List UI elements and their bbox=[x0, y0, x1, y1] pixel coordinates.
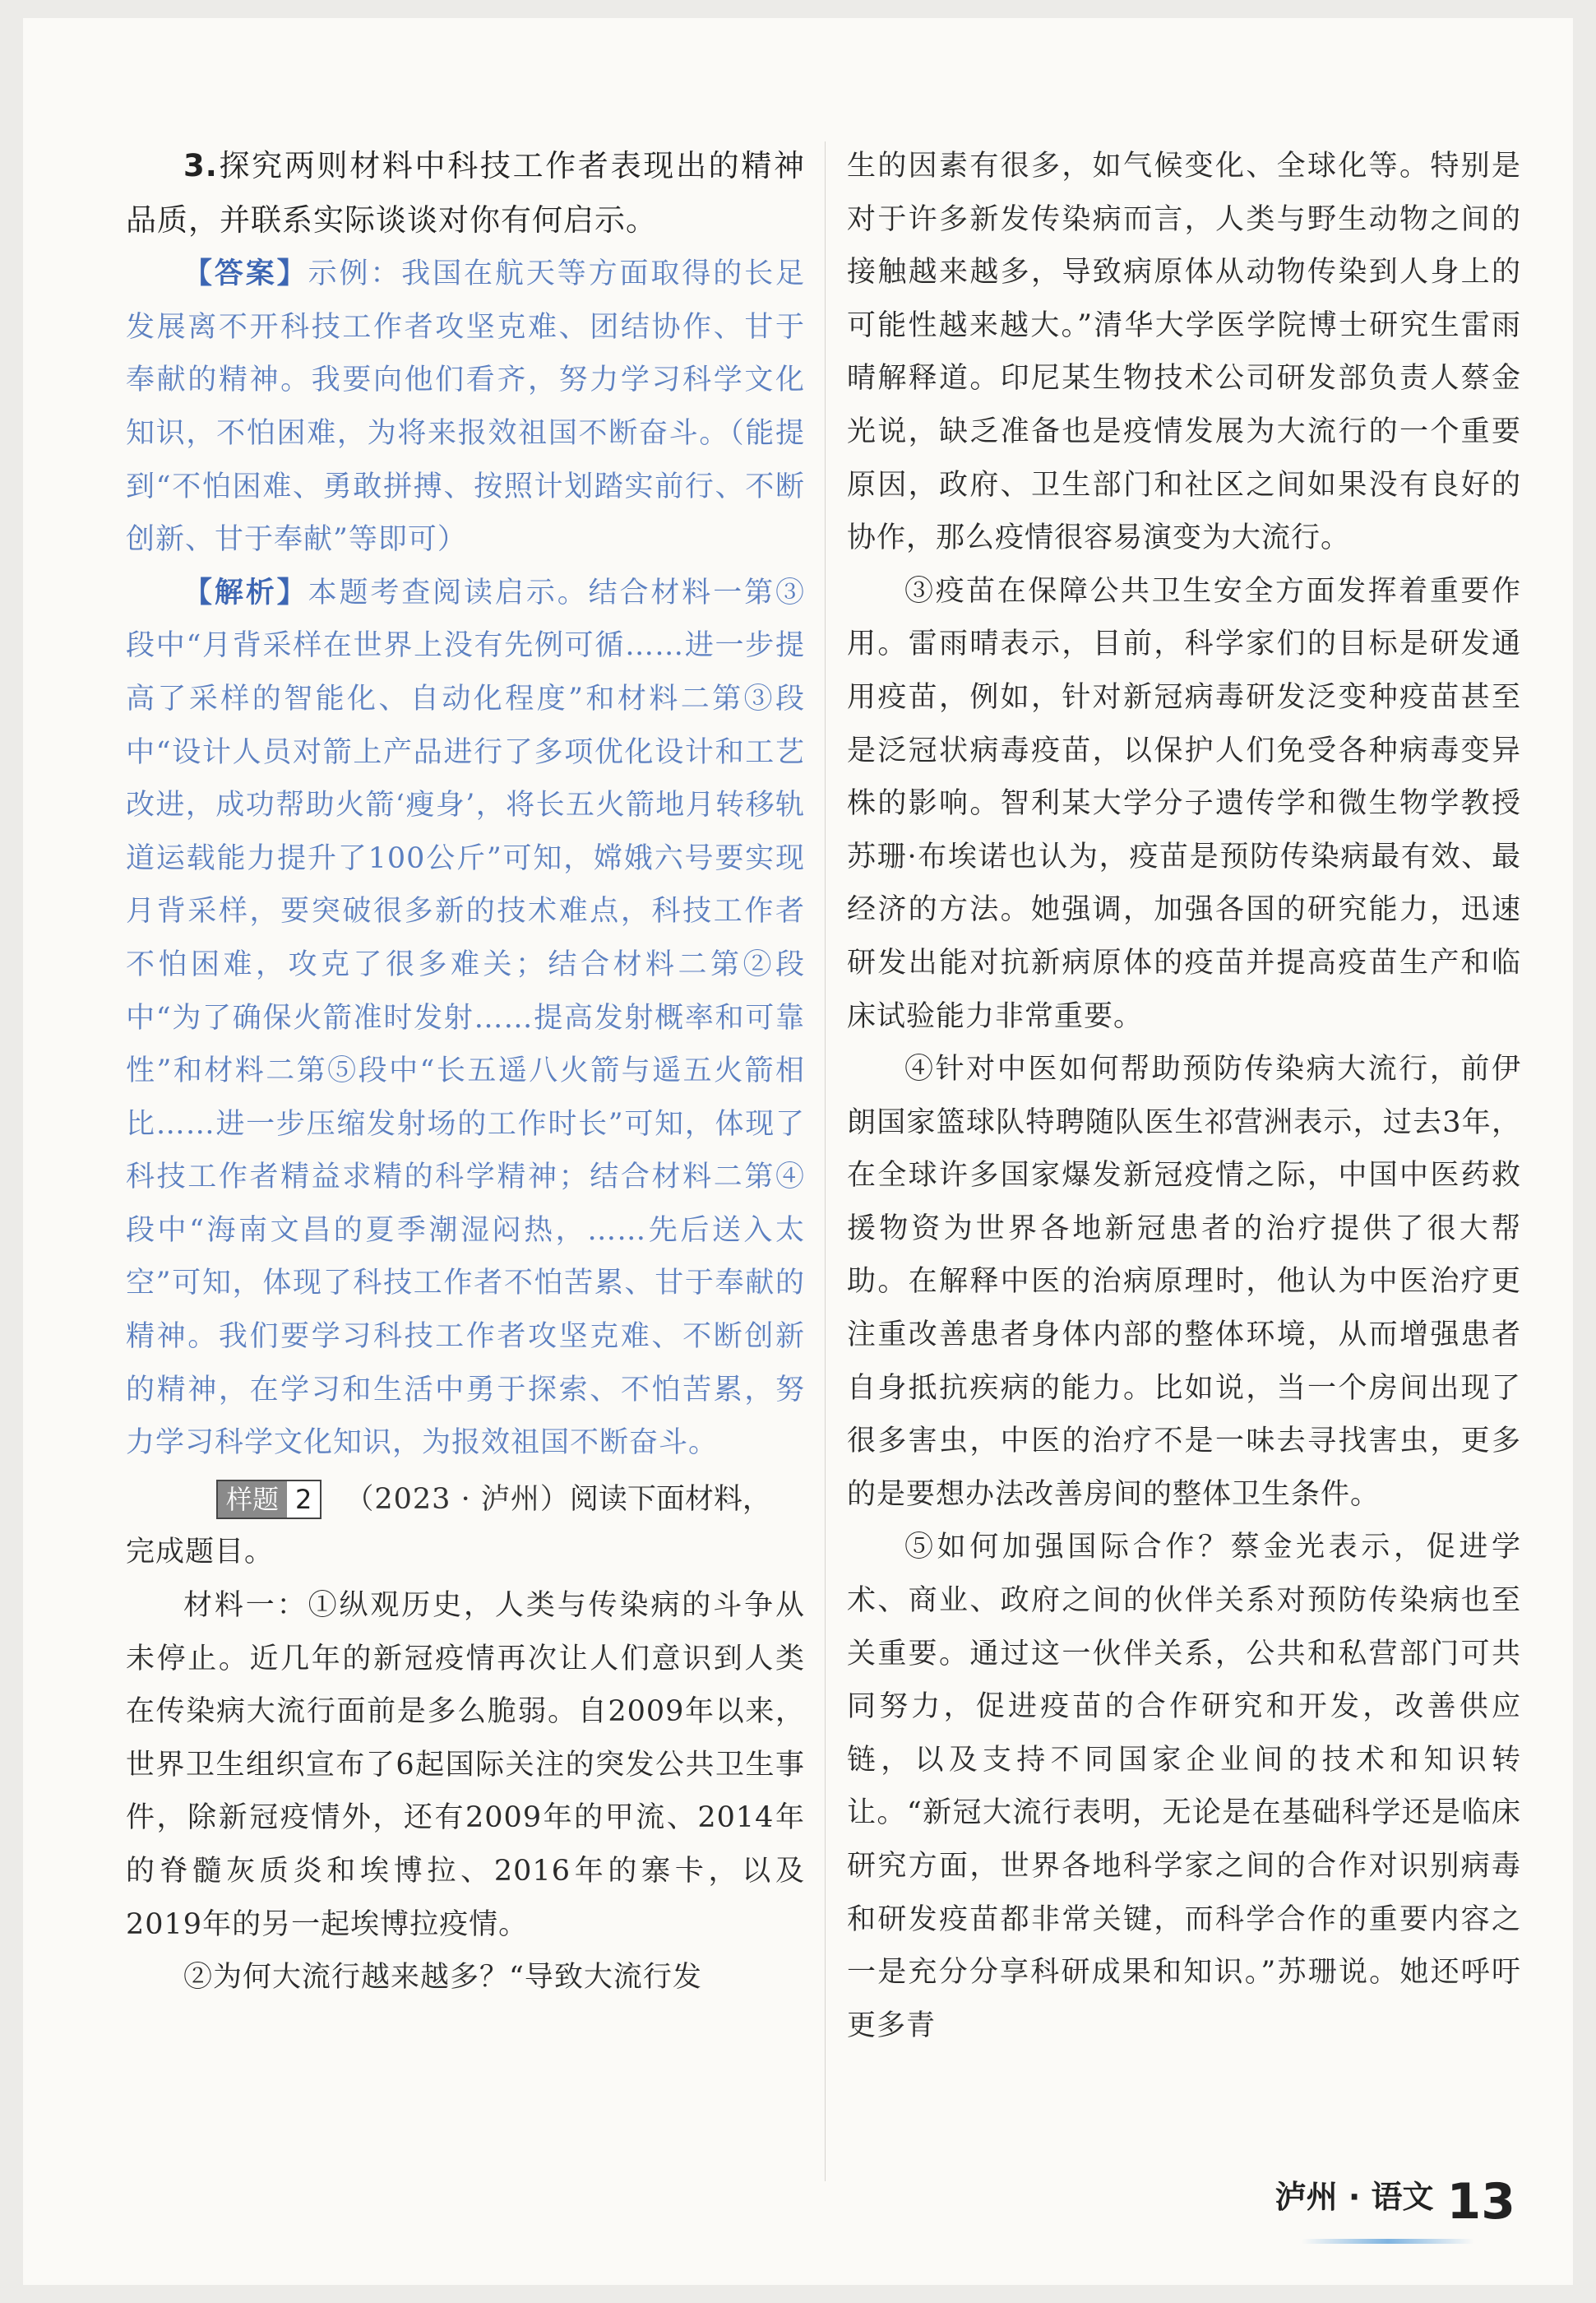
page-footer bbox=[1274, 2171, 1515, 2231]
analysis-block bbox=[126, 567, 805, 1470]
answer-text: 示例：我国在航天等方面取得的长足发展离不开科技工作者攻坚克难、团结协作、甘于奉献的精神。我要向他们看齐，努力学习科学文化知识，不怕困难，为将来报效祖国不断奋斗。（能提到“不怕困难、勇敢拼搏、按照计划踏实前行、不断创新、甘于奉献”等即可） bbox=[126, 257, 805, 557]
sample-badge bbox=[216, 1480, 322, 1519]
footer-rule bbox=[1302, 2239, 1474, 2244]
sample-badge-number: 2 bbox=[287, 1481, 320, 1518]
material1-p1-text: ①纵观历史，人类与传染病的斗争从未停止。近几年的新冠疫情再次让人们意识到人类在传染病大流行面前是多么脆弱。自2009年以来，世界卫生组织宣布了6起国际关注的突发公共卫生事件，除新冠疫情外，还有2009年的甲流、2014年的脊髓灰质炎和埃博拉、2016年的寨卡，以及2019年的另一起埃博拉疫情。 bbox=[126, 1589, 805, 1941]
answer-block bbox=[126, 248, 805, 567]
material1-p1 bbox=[126, 1579, 805, 1951]
material1-p3: ③疫苗在保障公共卫生安全方面发挥着重要作用。雷雨晴表示，目前，科学家们的目标是研发通用疫苗，例如，针对新冠病毒研发泛变种疫苗甚至是泛冠状病毒疫苗，以保护人们免受各种病毒变异株的影响。智利某大学分子遗传学和微生物学教授苏珊·布埃诺也认为，疫苗是预防传染病最有效、最经济的方法。她强调，加强各国的研究能力，迅速研发出能对抗新病原体的疫苗并提高疫苗生产和临床试验能力非常重要。 bbox=[847, 574, 1521, 1033]
sample-source: （2023 · 泸州） bbox=[345, 1482, 570, 1516]
material1-p2-start: ②为何大流行越来越多？“导致大流行发 bbox=[183, 1961, 702, 1995]
page bbox=[23, 18, 1573, 2285]
question-text: 探究两则材料中科技工作者表现出的精神品质，并联系实际谈谈对你有何启示。 bbox=[126, 148, 805, 238]
column-divider bbox=[825, 141, 826, 2181]
material1-p5: ⑤如何加强国际合作？蔡金光表示，促进学术、商业、政府之间的伙伴关系对预防传染病也至关重要。通过这一伙伴关系，公共和私营部门可共同努力，促进疫苗的合作研究和开发，改善供应链，以及支持不同国家企业间的技术和知识转让。“新冠大流行表明，无论是在基础科学还是临床研究方面，世界各地科学家之间的合作对识别病毒和研发疫苗都非常关键，而科学合作的重要内容之一是充分分享科研成果和知识。”苏珊说。她还呼吁更多青 bbox=[847, 1531, 1521, 2042]
question-3 bbox=[126, 140, 805, 248]
material1-p2-cont: 生的因素有很多，如气候变化、全球化等。特别是对于许多新发传染病而言，人类与野生动物之间的接触越来越多，导致病原体从动物传染到人身上的可能性越来越大。”清华大学医学院博士研究生雷雨晴解释道。印尼某生物技术公司研发部负责人蔡金光说，缺乏准备也是疫情发展为大流行的一个重要原因，政府、卫生部门和社区之间如果没有良好的协作，那么疫情很容易演变为大流行。 bbox=[847, 150, 1521, 555]
sample-instruction-cont: 完成题目。 bbox=[126, 1536, 275, 1569]
page-number: 13 bbox=[1446, 2173, 1515, 2231]
sample-badge-label: 样题 bbox=[218, 1481, 287, 1518]
footer-label: 泸州 · 语文 bbox=[1274, 2179, 1434, 2215]
sample-heading bbox=[126, 1473, 805, 1527]
sample-instruction: 阅读下面材料， bbox=[569, 1482, 771, 1516]
left-column bbox=[126, 140, 805, 2004]
analysis-text: 本题考查阅读启示。结合材料一第③段中“月背采样在世界上没有先例可循……进一步提高了采样的智能化、自动化程度”和材料二第③段中“设计人员对箭上产品进行了多项优化设计和工艺改进，成功帮助火箭‘瘦身’，将长五火箭地月转移轨道运载能力提升了100公斤”可知，嫦娥六号要实现月背采样，要突破很多新的技术难点，科技工作者不怕困难，攻克了很多难关；结合材料二第②段中“为了确保火箭准时发射……提高发射概率和可靠性”和材料二第⑤段中“长五遥八火箭与遥五火箭相比……进一步压缩发射场的工作时长”可知，体现了科技工作者精益求精的科学精神；结合材料二第④段中“海南文昌的夏季潮湿闷热，……先后送入太空”可知，体现了科技工作者不怕苦累、甘于奉献的精神。我们要学习科技工作者攻坚克难、不断创新的精神，在学习和生活中勇于探索、不怕苦累，努力学习科学文化知识，为报效祖国不断奋斗。 bbox=[126, 576, 805, 1460]
material1-label: 材料一： bbox=[183, 1589, 308, 1623]
right-column bbox=[847, 140, 1521, 2052]
answer-tag: 【答案】 bbox=[183, 257, 308, 291]
question-number: 3. bbox=[183, 148, 218, 183]
analysis-tag: 【解析】 bbox=[183, 576, 308, 609]
material1-p4: ④针对中医如何帮助预防传染病大流行，前伊朗国家篮球队特聘随队医生祁营洲表示，过去3年，在全球许多国家爆发新冠疫情之际，中国中医药救援物资为世界各地新冠患者的治疗提供了很大帮助。在解释中医的治病原理时，他认为中医治疗更注重改善患者身体内部的整体环境，从而增强患者自身抵抗疾病的能力。比如说，当一个房间出现了很多害虫，中医的治疗不是一味去寻找害虫，更多的是要想办法改善房间的整体卫生条件。 bbox=[847, 1053, 1521, 1511]
